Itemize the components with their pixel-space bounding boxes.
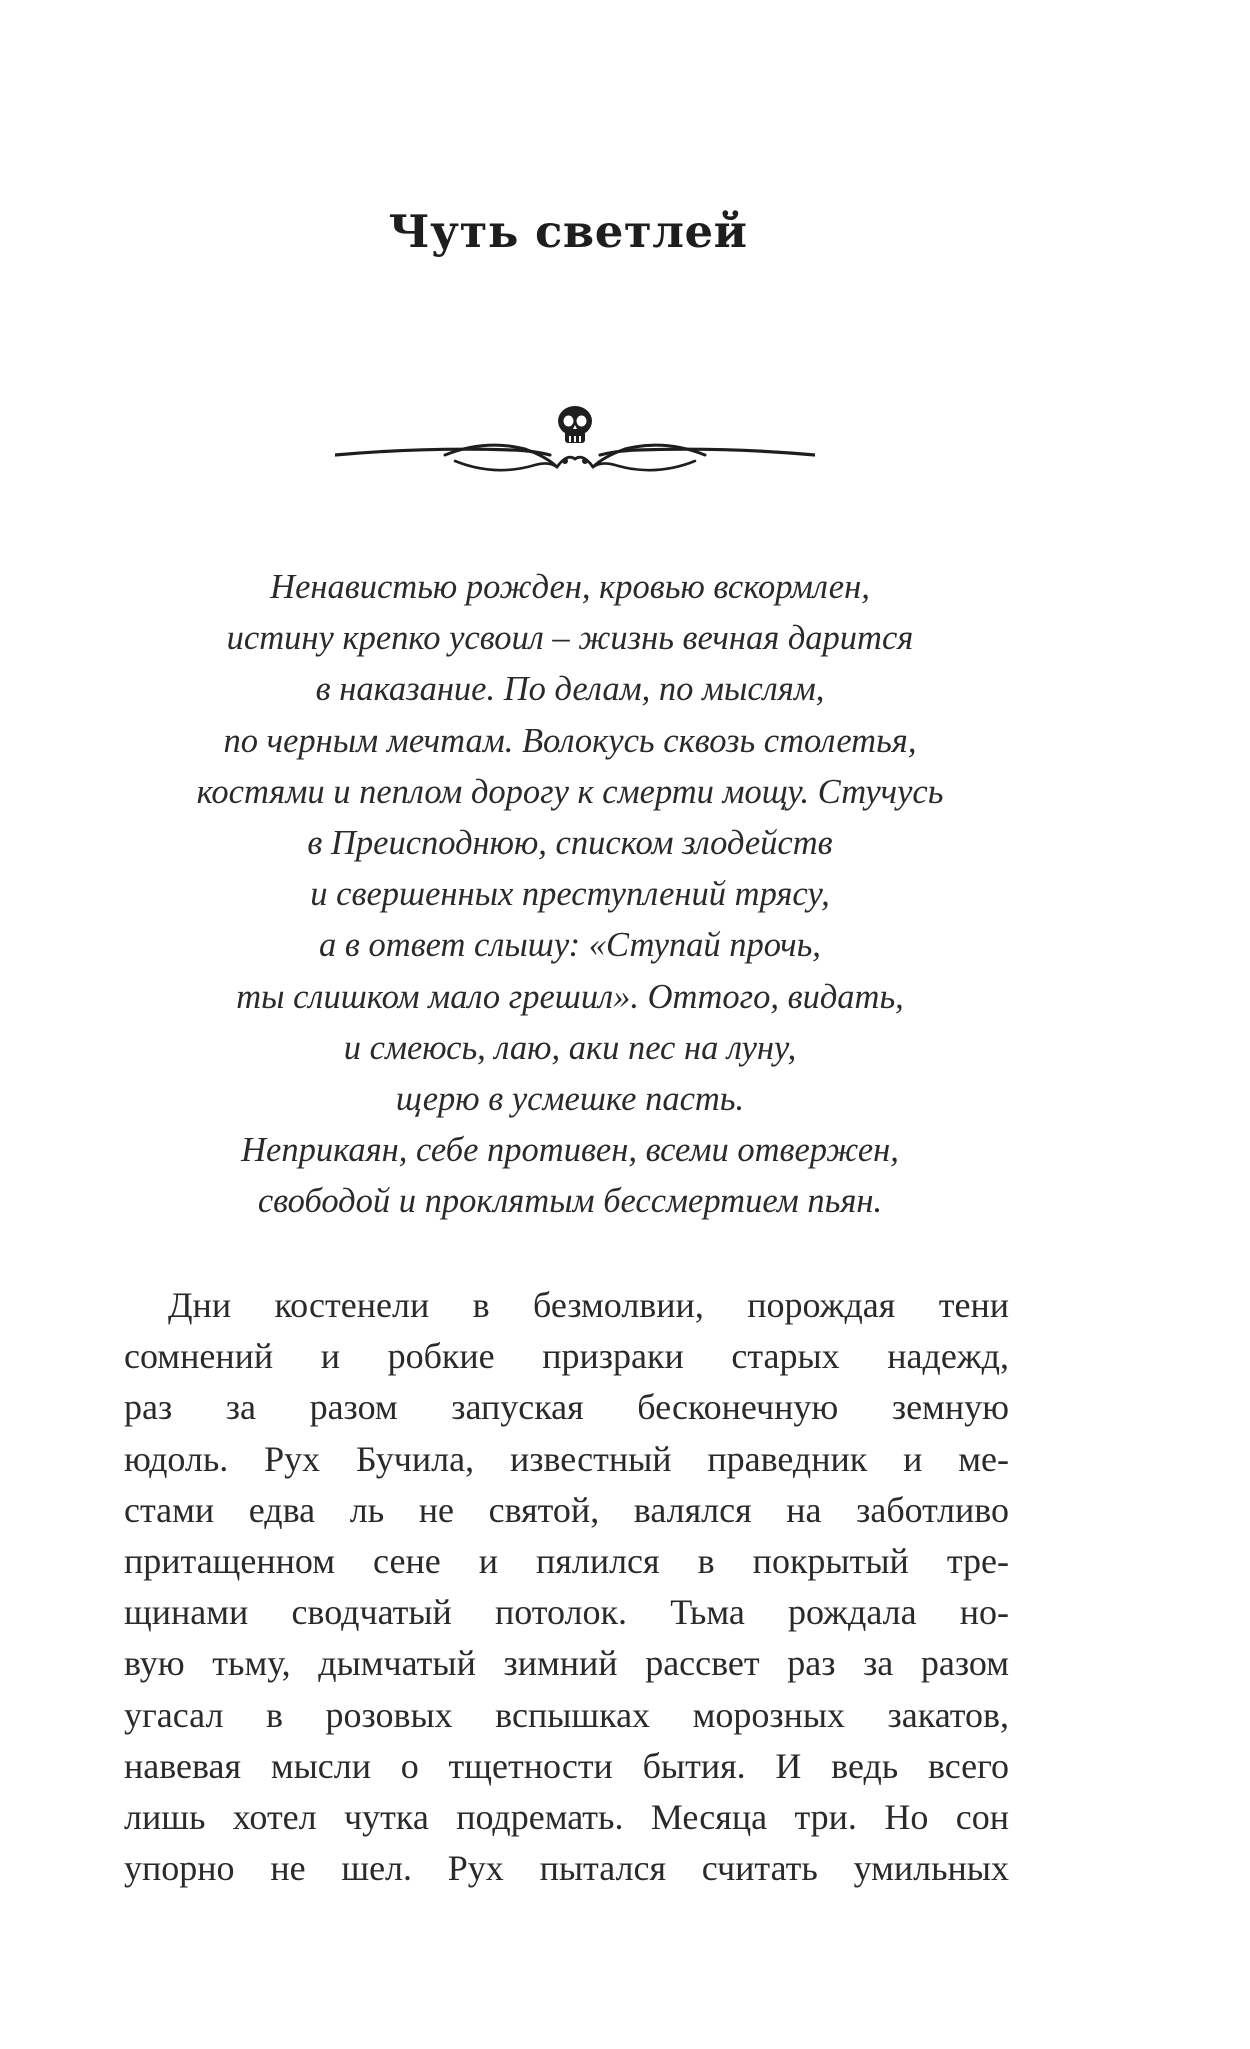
body-line: юдоль. Рух Бучила, известный праведник и ме- [124,1438,1009,1479]
epigraph-poem [110,562,1030,1228]
epigraph-line: свободой и проклятым бессмертием пьян. [257,1182,883,1221]
epigraph-line: истину крепко усвоил – жизнь вечная дарится [226,619,914,658]
body-line: раз за разом запуская бесконечную земную [124,1387,1009,1428]
body-line: притащенном сене и пялился в покрытый тре- [124,1541,1009,1582]
body-line: угасал в розовых вспышках морозных закатов, [124,1694,1009,1735]
epigraph-line: а в ответ слышу: «Ступай прочь, [319,926,821,965]
body-line: вую тьму, дымчатый зимний рассвет раз за разом [124,1643,1009,1684]
body-line: щинами сводчатый потолок. Тьма рождала но- [124,1592,1009,1633]
epigraph-line: Ненавистью рожден, кровью вскормлен, [270,568,870,606]
epigraph-line: и свершенных преступлений трясу, [310,875,830,914]
body-line: упорно не шел. Рух пытался считать умильных [124,1848,1009,1889]
body-paragraph [124,1280,1009,1894]
epigraph-line: и смеюсь, лаю, аки пес на луну, [343,1028,797,1067]
epigraph-line: в наказание. По делам, по мыслям, [315,670,825,709]
epigraph-line: по черным мечтам. Волокусь сквозь столетья, [223,721,917,760]
body-line: сомнений и робкие призраки старых надежд, [124,1336,1009,1377]
epigraph-line: в Преисподнюю, списком злодейств [307,824,833,863]
body-line: лишь хотел чутка подремать. Месяца три. Но сон [124,1797,1009,1838]
body-line: навевая мысли о тщетности бытия. И ведь всего [124,1745,1009,1786]
epigraph-line: Неприкаян, себе противен, всеми отвержен, [241,1131,899,1170]
skull-flourish-ornament [335,395,815,495]
epigraph-line: костями и пеплом дорогу к смерти мощу. Стучусь [196,772,944,811]
body-line: Дни костенели в безмолвии, порождая тени [168,1285,1009,1325]
body-line: стами едва ль не святой, валялся на заботливо [124,1489,1009,1530]
chapter-title: Чуть светлей [388,205,748,258]
epigraph-line: щерю в усмешке пасть. [395,1080,745,1119]
epigraph-line: ты слишком мало грешил». Оттого, видать, [236,977,904,1016]
